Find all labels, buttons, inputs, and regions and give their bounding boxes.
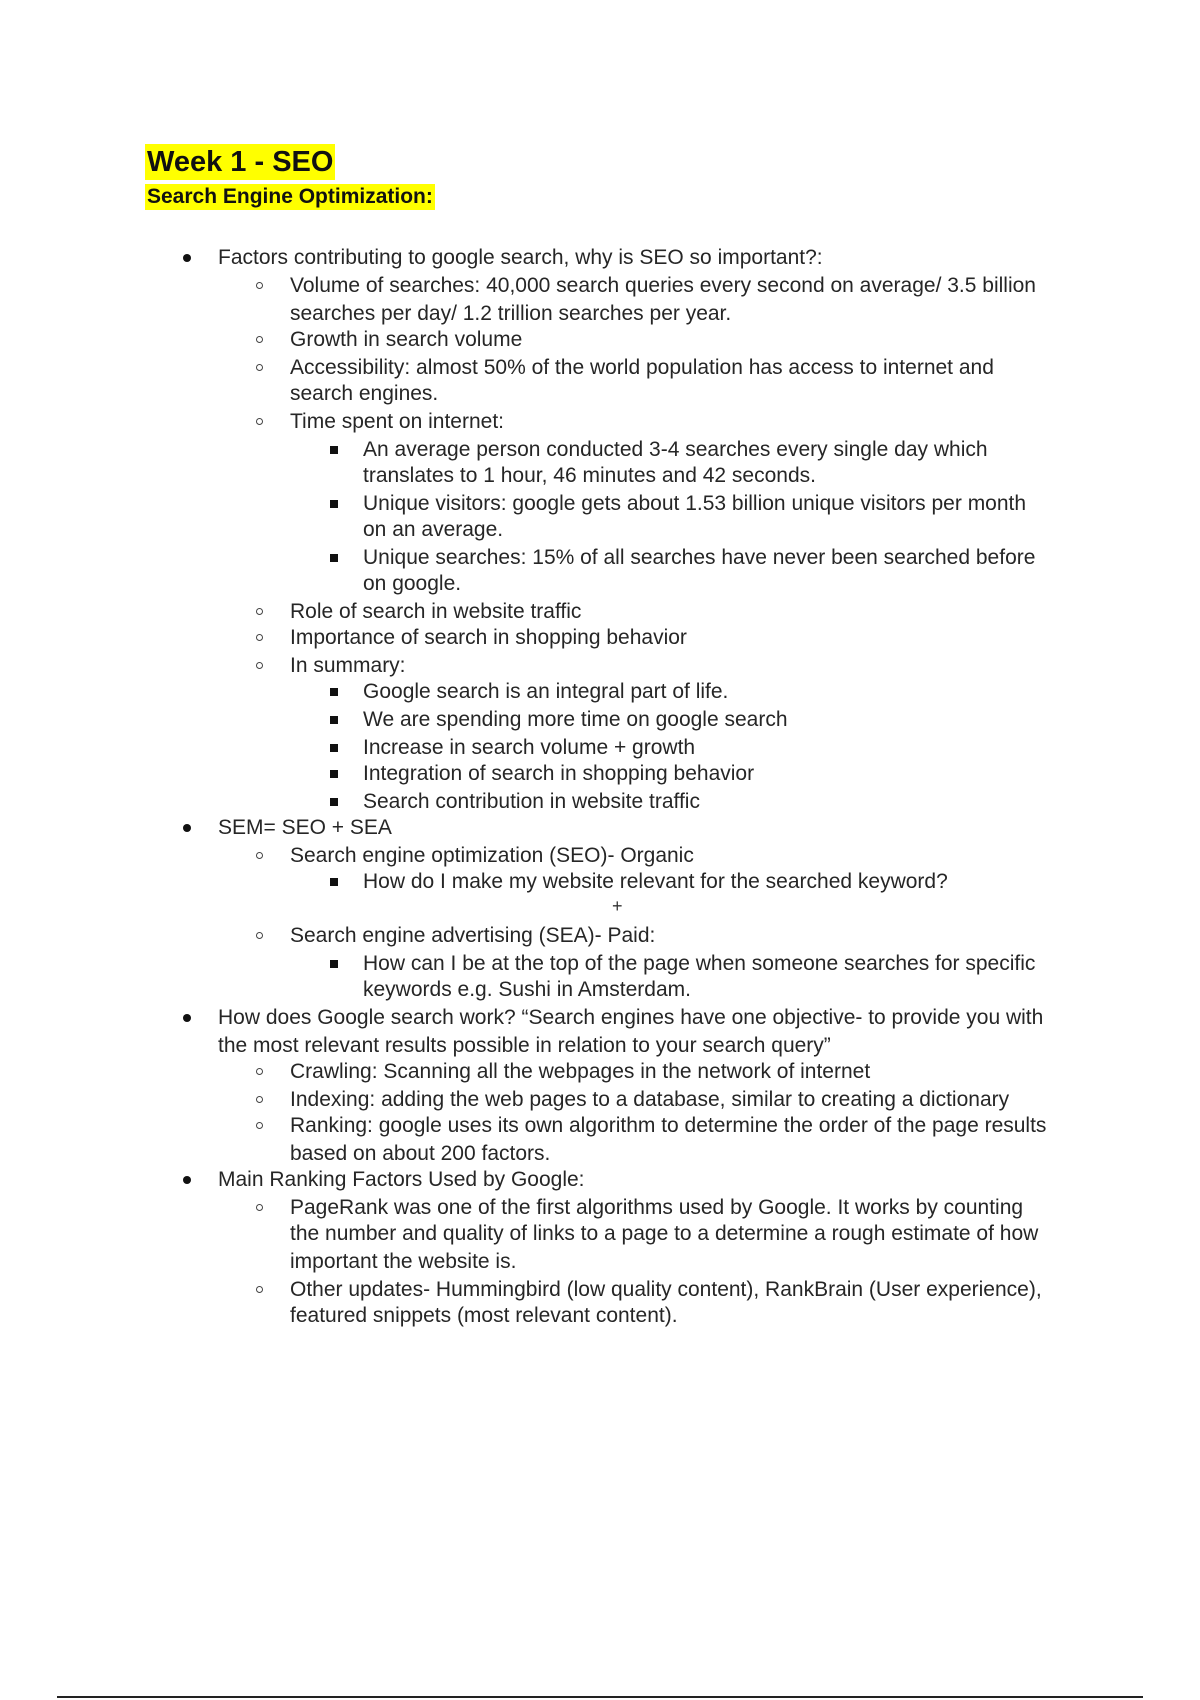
square-bullet-icon xyxy=(330,500,338,508)
square-bullet-icon xyxy=(330,554,338,562)
list-item: How can I be at the top of the page when someone searches for specific xyxy=(363,952,1036,975)
list-item: SEM= SEO + SEA xyxy=(218,816,392,839)
list-item: PageRank was one of the first algorithms used by Google. It works by counting xyxy=(290,1196,1024,1219)
list-item: Importance of search in shopping behavior xyxy=(290,626,687,649)
list-item: In summary: xyxy=(290,654,406,677)
circle-bullet-icon xyxy=(256,852,263,859)
list-item: Accessibility: almost 50% of the world population has access to internet and xyxy=(290,356,994,379)
disc-bullet-icon xyxy=(183,824,191,832)
square-bullet-icon xyxy=(330,446,338,454)
list-item-continuation: translates to 1 hour, 46 minutes and 42 seconds. xyxy=(363,464,816,487)
list-item: Google search is an integral part of life. xyxy=(363,680,729,703)
list-item: How does Google search work? “Search engines have one objective- to provide you with xyxy=(218,1006,1044,1029)
list-item: Factors contributing to google search, why is SEO so important?: xyxy=(218,246,823,269)
list-item: An average person conducted 3-4 searches every single day which xyxy=(363,438,988,461)
square-bullet-icon xyxy=(330,688,338,696)
list-item: Unique visitors: google gets about 1.53 billion unique visitors per month xyxy=(363,492,1027,515)
list-item-continuation: important the website is. xyxy=(290,1250,517,1273)
list-item-continuation: search engines. xyxy=(290,382,439,405)
circle-bullet-icon xyxy=(256,1204,263,1211)
list-item: Integration of search in shopping behavior xyxy=(363,762,755,785)
circle-bullet-icon xyxy=(256,1068,263,1075)
footer-divider xyxy=(57,1696,1143,1698)
list-item-continuation: the number and quality of links to a page to a determine a rough estimate of how xyxy=(290,1222,1039,1245)
disc-bullet-icon xyxy=(183,1176,191,1184)
circle-bullet-icon xyxy=(256,364,263,371)
list-item: Growth in search volume xyxy=(290,328,523,351)
circle-bullet-icon xyxy=(256,1286,263,1293)
list-item: Crawling: Scanning all the webpages in the network of internet xyxy=(290,1060,871,1083)
list-item: Volume of searches: 40,000 search queries every second on average/ 3.5 billion xyxy=(290,274,1036,297)
list-item: How do I make my website relevant for the searched keyword? xyxy=(363,870,948,893)
square-bullet-icon xyxy=(330,878,338,886)
circle-bullet-icon xyxy=(256,1096,263,1103)
list-item-continuation: the most relevant results possible in relation to your search query” xyxy=(218,1034,831,1057)
square-bullet-icon xyxy=(330,744,338,752)
circle-bullet-icon xyxy=(256,1122,263,1129)
square-bullet-icon xyxy=(330,798,338,806)
circle-bullet-icon xyxy=(256,282,263,289)
list-item: We are spending more time on google search xyxy=(363,708,788,731)
circle-bullet-icon xyxy=(256,634,263,641)
list-item: Search contribution in website traffic xyxy=(363,790,700,813)
square-bullet-icon xyxy=(330,770,338,778)
circle-bullet-icon xyxy=(256,418,263,425)
plus-separator: + xyxy=(612,896,623,916)
square-bullet-icon xyxy=(330,960,338,968)
list-item-continuation: based on about 200 factors. xyxy=(290,1142,551,1165)
list-item-continuation: on google. xyxy=(363,572,462,595)
circle-bullet-icon xyxy=(256,336,263,343)
page-title: Week 1 - SEO xyxy=(147,146,334,178)
circle-bullet-icon xyxy=(256,932,263,939)
list-item: Search engine advertising (SEA)- Paid: xyxy=(290,924,656,947)
list-item: Other updates- Hummingbird (low quality content), RankBrain (User experience), xyxy=(290,1278,1042,1301)
list-item: Main Ranking Factors Used by Google: xyxy=(218,1168,585,1191)
list-item: Increase in search volume + growth xyxy=(363,736,696,759)
list-item: Role of search in website traffic xyxy=(290,600,582,623)
list-item-continuation: on an average. xyxy=(363,518,504,541)
list-item: Time spent on internet: xyxy=(290,410,504,433)
disc-bullet-icon xyxy=(183,1014,191,1022)
list-item: Unique searches: 15% of all searches have never been searched before xyxy=(363,546,1036,569)
list-item: Ranking: google uses its own algorithm to determine the order of the page results xyxy=(290,1114,1047,1137)
list-item: Search engine optimization (SEO)- Organic xyxy=(290,844,694,867)
square-bullet-icon xyxy=(330,716,338,724)
list-item-continuation: searches per day/ 1.2 trillion searches per year. xyxy=(290,302,732,325)
page-subtitle: Search Engine Optimization: xyxy=(147,185,433,208)
circle-bullet-icon xyxy=(256,662,263,669)
list-item-continuation: keywords e.g. Sushi in Amsterdam. xyxy=(363,978,691,1001)
list-item: Indexing: adding the web pages to a database, similar to creating a dictionary xyxy=(290,1088,1010,1111)
circle-bullet-icon xyxy=(256,608,263,615)
disc-bullet-icon xyxy=(183,254,191,262)
list-item-continuation: featured snippets (most relevant content). xyxy=(290,1304,678,1327)
